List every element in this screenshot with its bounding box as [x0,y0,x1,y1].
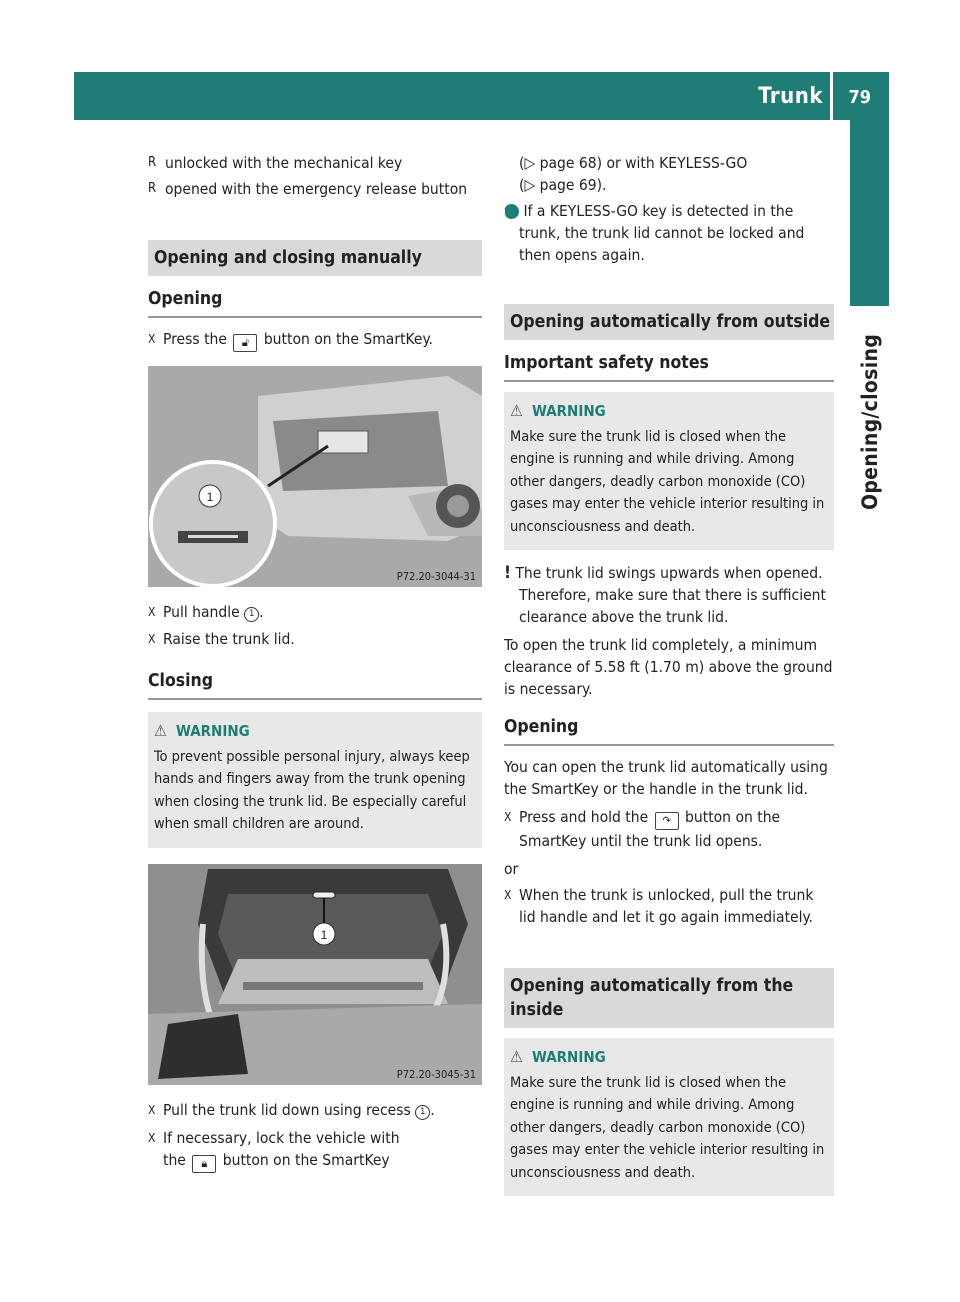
trunk-key-icon: ↷ [655,812,679,830]
step-item: X Press the 🔓︎ button on the SmartKey. [148,328,482,352]
header-separator [830,72,833,120]
intro-text: You can open the trunk lid automatically using the SmartKey or the handle in the trunk lid. [504,758,828,798]
left-column [148,152,482,1173]
callout-1-icon: 1 [415,1105,430,1120]
section-heading: Opening automatically from outside [504,304,834,340]
step-marker-icon: X [148,332,156,346]
warning-triangle-icon: ⚠︎ [510,401,523,420]
trunk-interior-photo [148,864,482,1085]
bullet-item: R opened with the emergency release button [148,178,482,200]
bullet-item: R unlocked with the mechanical key [148,152,482,174]
warning-text: Make sure the trunk lid is closed when the engine is running and while driving. Among other dangers, deadly carbon monoxide (CO) gases may enter the vehicle interior resulting in unconsciousness and death. [510,428,825,535]
exclamation-icon: ! [504,563,511,583]
step-marker-icon: X [148,1130,156,1145]
section-heading: Opening automatically from the inside [504,968,834,1028]
info-icon: i [504,204,519,219]
info-note: i If a KEYLESS-GO key is detected in the trunk, the trunk lid cannot be locked and then opens again. [501,202,805,264]
callout-1-icon: 1 [244,607,259,622]
trunk-interior-illustration [148,864,482,1085]
clearance-text: To open the trunk lid completely, a minimum clearance of 5.58 ft (1.70 m) above the ground is necessary. [504,636,833,698]
svg-text:1: 1 [320,927,328,942]
warning-box [148,712,482,848]
or-text: or [504,860,519,878]
step-marker-icon: X [148,1102,156,1117]
step-item: X Pull the trunk lid down using recess 1 . [148,1100,435,1119]
section-heading: Opening and closing manually [148,240,482,276]
right-column [501,152,834,1196]
subheading-opening: Opening [148,288,482,318]
warning-text: Make sure the trunk lid is closed when the engine is running and while driving. Among other dangers, deadly carbon monoxide (CO) gases may enter the vehicle interior resulting in unconsciousness and death. [510,1074,825,1181]
step-item: X Pull handle 1 . [148,603,264,621]
warning-label: WARNING [532,1048,606,1066]
subheading-closing: Closing [148,670,482,700]
page-number: 79 [848,87,871,108]
photo-code: P72.20-3044-31 [396,570,476,583]
side-tab [850,120,889,306]
unlock-key-icon: 🔓︎ [233,334,257,352]
svg-text:1: 1 [206,490,214,504]
step-item: X If necessary, lock the vehicle with the 🔒︎ button on the SmartKey [148,1127,482,1173]
subheading-opening: Opening [504,716,834,746]
warning-triangle-icon: ⚠︎ [154,721,167,740]
page-reference: (▷ page 68) or with KEYLESS-GO [519,154,748,172]
notice-note: ! The trunk lid swings upwards when opened. Therefore, make sure that there is sufficient clearance above the trunk lid. [504,563,826,626]
trunk-exterior-photo [148,366,482,587]
subheading-safety: Important safety notes [504,352,834,382]
warning-label: WARNING [532,402,606,420]
step-item: X Raise the trunk lid. [148,630,295,648]
header-title: Trunk [758,84,823,109]
lock-key-icon: 🔒︎ [192,1155,216,1173]
page-reference: (▷ page 69). [519,176,607,194]
photo-code: P72.20-3045-31 [396,1067,476,1081]
trunk-exterior-illustration [148,366,482,587]
warning-text: To prevent possible personal injury, always keep hands and fingers away from the trunk opening when closing the trunk lid. Be especially careful when small children are around. [154,748,470,832]
warning-box [504,1038,834,1196]
step-marker-icon: X [504,810,512,824]
warning-triangle-icon: ⚠︎ [510,1047,523,1066]
step-marker-icon: X [148,632,156,646]
step-marker-icon: X [148,605,156,619]
warning-label: WARNING [176,722,250,740]
step-item: X Press and hold the ↷ button on the SmartKey until the trunk lid opens. [504,808,781,850]
step-marker-icon: X [504,888,512,902]
warning-box [504,392,834,550]
step-item: X When the trunk is unlocked, pull the trunk lid handle and let it go again immediately. [504,886,814,926]
header-bar [74,72,889,120]
